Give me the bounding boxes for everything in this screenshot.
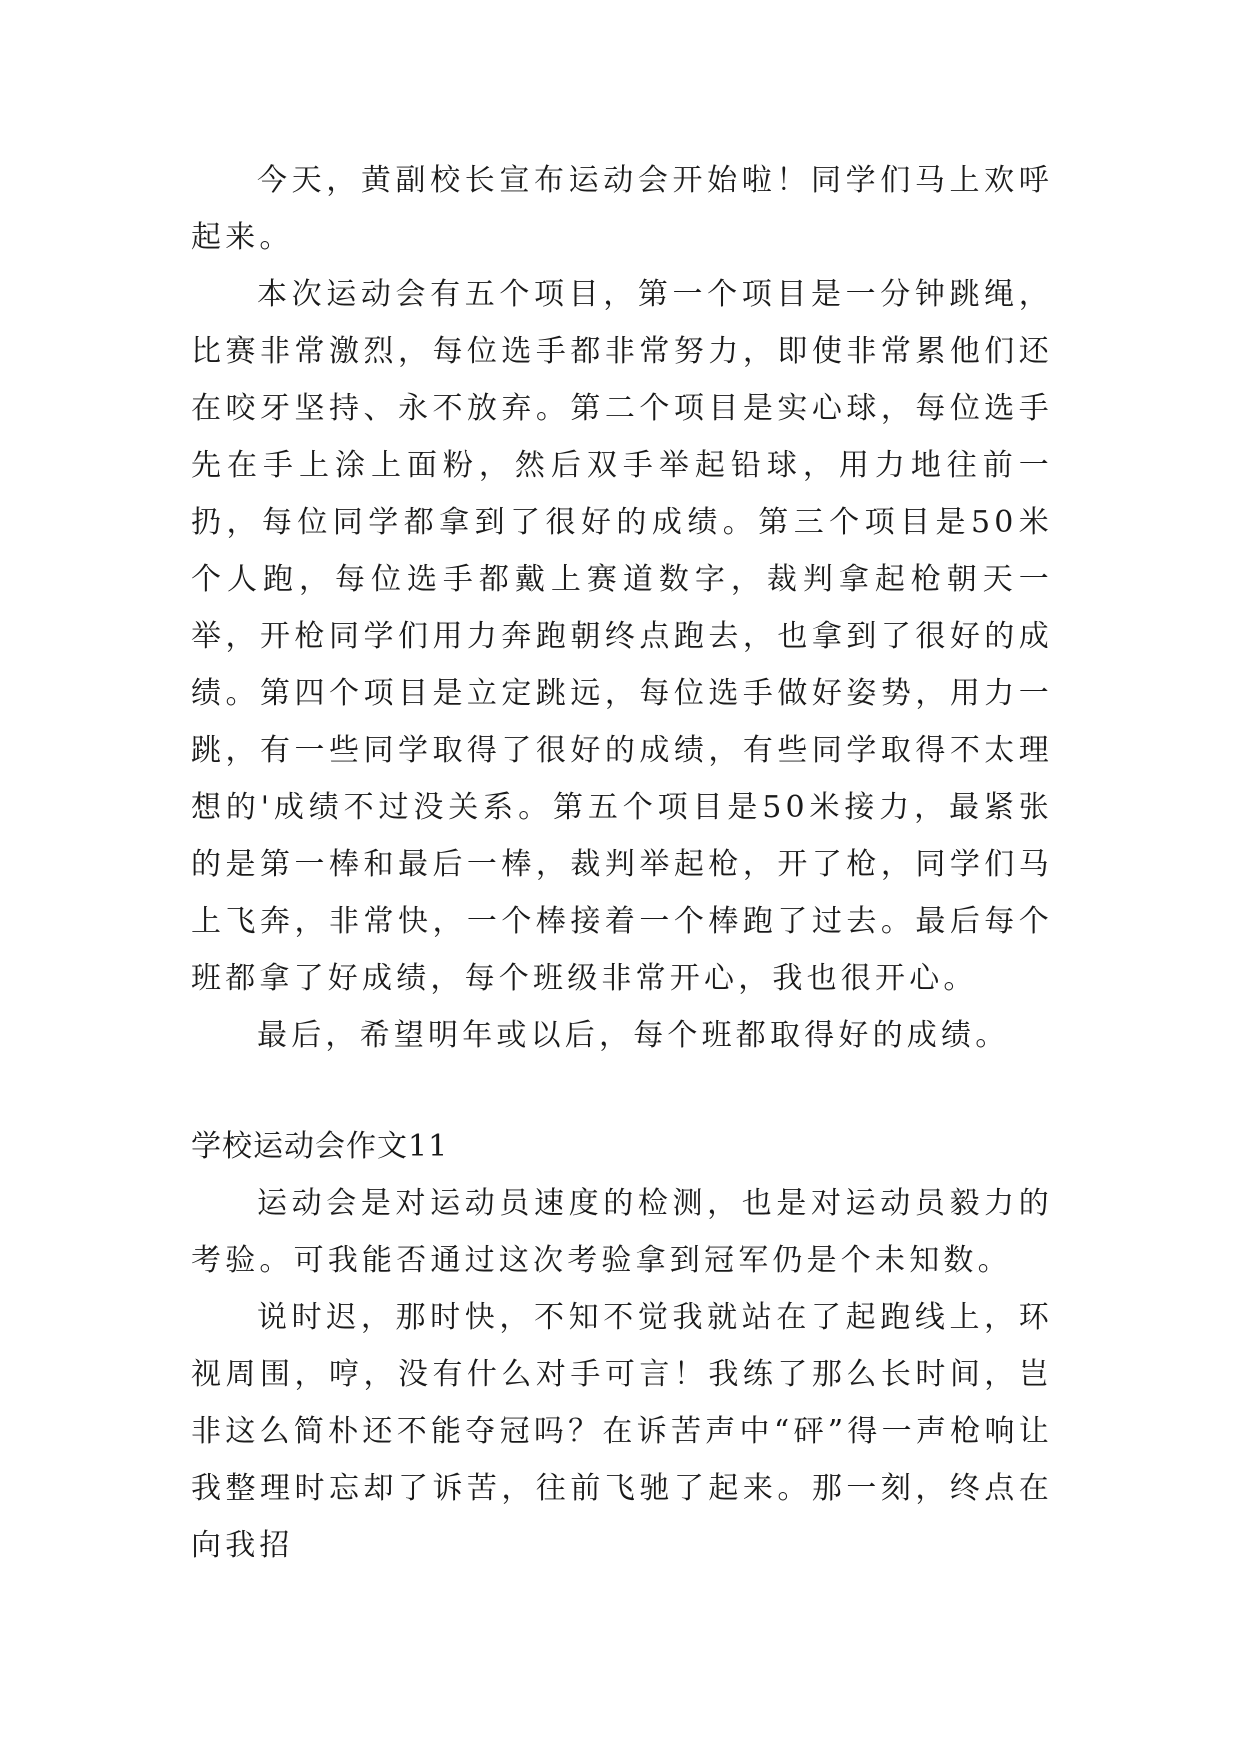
paragraph-race: 说时迟，那时快，不知不觉我就站在了起跑线上，环视周围，哼，没有什么对手可言！我练了那么长时间，岂非这么简朴还不能夺冠吗？在诉苦声中“砰”得一声枪响让我整理时忘却了诉苦，往前飞驰了起来。那一刻，终点在向我招 [191,1300,1053,1563]
paragraph-intro: 运动会是对运动员速度的检测，也是对运动员毅力的考验。可我能否通过这次考验拿到冠军仍是个未知数。 [191,1186,1053,1278]
document-body [191,152,1053,1574]
section-heading: 学校运动会作文11 [191,1129,449,1164]
paragraph-events: 本次运动会有五个项目，第一个项目是一分钟跳绳，比赛非常激烈，每位选手都非常努力，即使非常累他们还在咬牙坚持、永不放弃。第二个项目是实心球，每位选手先在手上涂上面粉，然后双手举起铅球，用力地往前一扔，每位同学都拿到了很好的成绩。第三个项目是50米个人跑，每位选手都戴上赛道数字，裁判拿起枪朝天一举，开枪同学们用力奔跑朝终点跑去，也拿到了很好的成绩。第四个项目是立定跳远，每位选手做好姿势，用力一跳，有一些同学取得了很好的成绩，有些同学取得不太理想的'成绩不过没关系。第五个项目是50米接力，最紧张的是第一棒和最后一棒，裁判举起枪，开了枪，同学们马上飞奔，非常快，一个棒接着一个棒跑了过去。最后每个班都拿了好成绩，每个班级非常开心，我也很开心。 [191,277,1053,996]
paragraph-opening: 今天，黄副校长宣布运动会开始啦！同学们马上欢呼起来。 [191,163,1053,255]
paragraph-closing: 最后，希望明年或以后，每个班都取得好的成绩。 [257,1018,1010,1053]
